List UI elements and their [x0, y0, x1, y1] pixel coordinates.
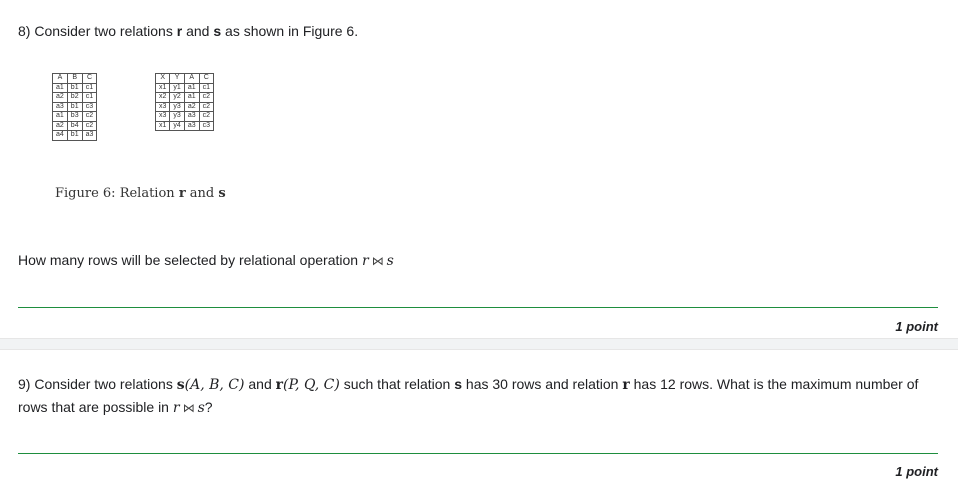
s-table-cell: a1 — [184, 83, 199, 93]
r-table-cell: c1 — [82, 93, 97, 103]
q9-math-r: r — [172, 400, 180, 416]
s-table-row — [156, 93, 214, 103]
r-table-row — [53, 131, 97, 141]
r-table-cell: a1 — [53, 112, 68, 122]
q9-r-attrs: (P, Q, C) — [283, 377, 340, 393]
r-table-cell: b1 — [67, 131, 82, 141]
s-table-cell: y3 — [170, 112, 184, 122]
q8-answer-input[interactable] — [18, 307, 938, 308]
question-9-prompt — [18, 373, 933, 419]
s-table-cell: x3 — [156, 112, 170, 122]
s-header-cell: C — [199, 74, 213, 84]
r-table-cell: a2 — [53, 93, 68, 103]
r-table-cell: c2 — [82, 121, 97, 131]
s-table-cell: a3 — [184, 121, 199, 131]
r-table-cell: a2 — [53, 121, 68, 131]
r-table-cell: c3 — [82, 102, 97, 112]
r-header-row — [53, 74, 97, 84]
question-8-prompt — [18, 249, 394, 272]
q8-points-label: 1 point — [895, 319, 938, 334]
join-icon: ⋈ — [371, 254, 384, 268]
s-table-cell: c2 — [199, 102, 213, 112]
q9-part4: has 12 rows. What is the maximum number of rows that are possible in — [18, 376, 919, 415]
r-table-cell: a3 — [82, 131, 97, 141]
q8-title-prefix: 8) Consider two relations — [18, 23, 177, 39]
s-table-cell: y4 — [170, 121, 184, 131]
s-table-cell: y3 — [170, 102, 184, 112]
s-table-cell: x1 — [156, 83, 170, 93]
q9-r-bold2: r — [622, 377, 630, 393]
s-table-cell: a1 — [184, 93, 199, 103]
q9-answer-input[interactable] — [18, 453, 938, 454]
caption-s: s — [218, 186, 226, 201]
s-header-cell: A — [184, 74, 199, 84]
q8-math-s: s — [386, 253, 394, 269]
q9-s-bold: s — [176, 377, 185, 393]
r-table-cell: a1 — [53, 83, 68, 93]
s-table-cell: c2 — [199, 112, 213, 122]
s-table-cell: a3 — [184, 112, 199, 122]
q8-title-rel-r: r — [176, 23, 183, 39]
r-table-cell: b1 — [67, 102, 82, 112]
r-table-row — [53, 93, 97, 103]
s-header-cell: Y — [170, 74, 184, 84]
q9-s-bold2: s — [454, 376, 463, 392]
s-table-row — [156, 102, 214, 112]
s-table-cell: c3 — [199, 121, 213, 131]
q9-part3: has 30 rows and relation — [462, 376, 623, 392]
q9-math-s: s — [197, 400, 205, 416]
s-table-cell: y2 — [170, 93, 184, 103]
join-icon: ⋈ — [182, 401, 195, 415]
q9-s-attrs: (A, B, C) — [184, 377, 245, 393]
q9-part2: such that relation — [339, 376, 455, 392]
q9-part1: 9) Consider two relations — [18, 376, 177, 392]
q9-r-bold: r — [275, 377, 284, 393]
q8-title-and: and — [182, 23, 214, 39]
s-table-cell: c2 — [199, 93, 213, 103]
r-header-cell: B — [67, 74, 82, 84]
r-table-row — [53, 112, 97, 122]
relation-s-table — [155, 73, 214, 131]
caption-r: r — [178, 186, 186, 201]
s-table-cell: x1 — [156, 121, 170, 131]
q8-math-r: r — [361, 253, 369, 269]
question-8-title — [18, 20, 358, 42]
s-table-row — [156, 121, 214, 131]
s-table-cell: x2 — [156, 93, 170, 103]
question-separator — [0, 338, 958, 350]
r-table-cell: b4 — [67, 121, 82, 131]
r-header-cell: A — [53, 74, 68, 84]
caption-prefix: Figure 6: Relation — [55, 186, 179, 201]
s-table-cell: y1 — [170, 83, 184, 93]
q9-points-label: 1 point — [895, 464, 938, 479]
s-header-cell: X — [156, 74, 170, 84]
r-table-cell: b2 — [67, 93, 82, 103]
relation-r-table — [52, 73, 97, 141]
r-table-cell: b1 — [67, 83, 82, 93]
q8-question-prefix: How many rows will be selected by relational operation — [18, 252, 362, 268]
caption-and: and — [185, 186, 219, 201]
r-table-cell: b3 — [67, 112, 82, 122]
q8-title-suffix: as shown in Figure 6. — [221, 23, 359, 39]
s-table-cell: c1 — [199, 83, 213, 93]
s-table-cell: x3 — [156, 102, 170, 112]
r-table-row — [53, 102, 97, 112]
question-9-card — [0, 350, 958, 482]
r-table-row — [53, 83, 97, 93]
r-table-cell: a3 — [53, 102, 68, 112]
s-table-cell: a2 — [184, 102, 199, 112]
figure-caption — [55, 186, 226, 201]
r-table-cell: a4 — [53, 131, 68, 141]
q9-part5: ? — [204, 399, 213, 415]
s-table-row — [156, 112, 214, 122]
r-table-cell: c2 — [82, 112, 97, 122]
s-table-row — [156, 83, 214, 93]
q8-title-rel-s: s — [213, 23, 222, 39]
r-header-cell: C — [82, 74, 97, 84]
r-table-cell: c1 — [82, 83, 97, 93]
q9-and: and — [244, 376, 276, 392]
s-header-row — [156, 74, 214, 84]
r-table-row — [53, 121, 97, 131]
